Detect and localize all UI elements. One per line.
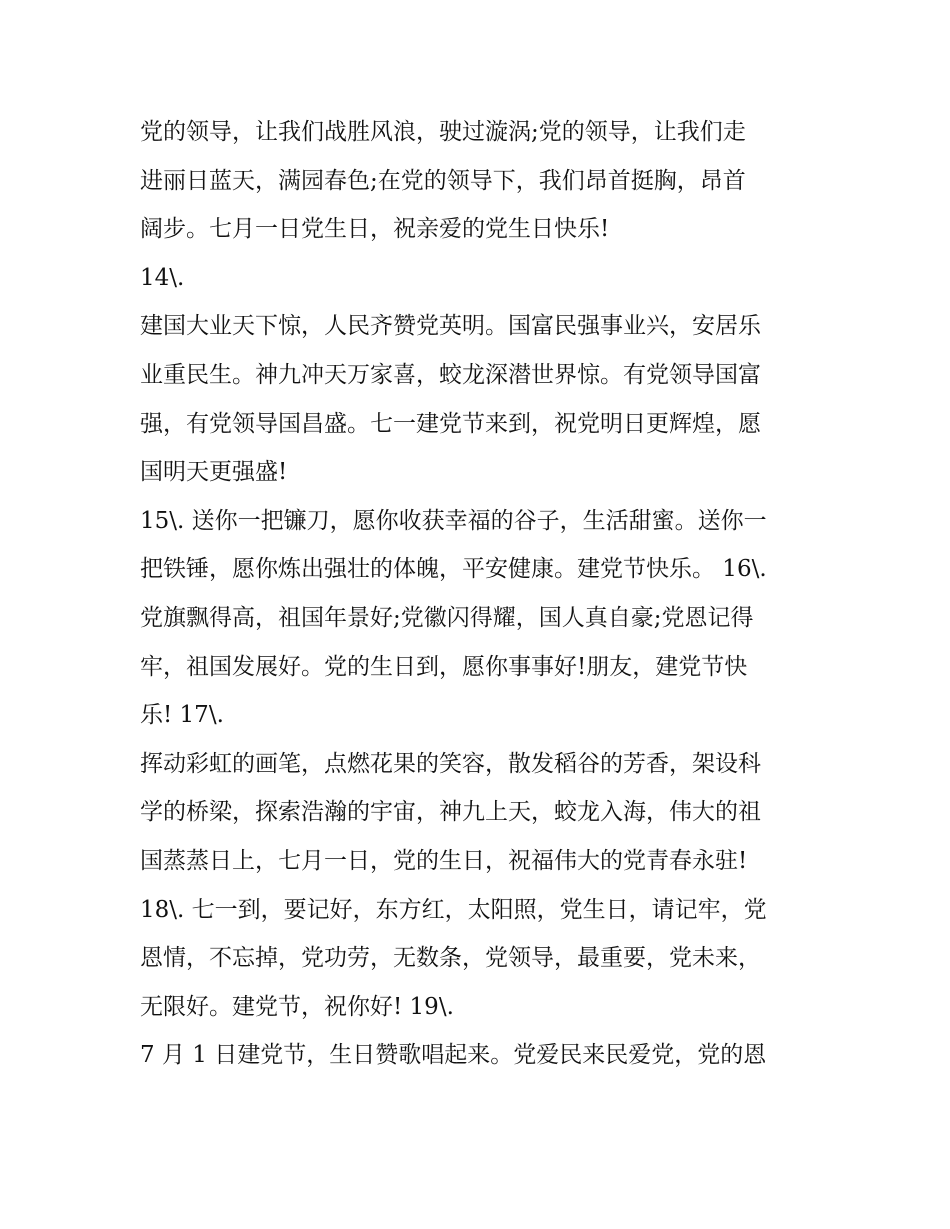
text-line: 国蒸蒸日上，七月一日，党的生日，祝福伟大的党青春永驻! bbox=[140, 847, 748, 874]
text-line: 牢，祖国发展好。党的生日到，愿你事事好!朋友，建党节快 bbox=[140, 653, 748, 680]
text-line: 把铁锤，愿你炼出强壮的体魄，平安健康。建党节快乐。 16\. bbox=[140, 556, 767, 583]
text-line: 挥动彩虹的画笔，点燃花果的笑容，散发稻谷的芳香，架设科 bbox=[140, 750, 761, 777]
document-body bbox=[140, 108, 820, 1080]
text-line: 强，有党领导国昌盛。七一建党节来到，祝党明日更辉煌，愿 bbox=[140, 410, 761, 437]
text-line: 建国大业天下惊，人民齐赞党英明。国富民强事业兴，安居乐 bbox=[140, 313, 761, 340]
text-line: 业重民生。神九冲天万家喜，蛟龙深潜世界惊。有党领导国富 bbox=[140, 361, 761, 388]
text-line: 15\. 送你一把镰刀，愿你收获幸福的谷子，生活甜蜜。送你一 bbox=[140, 507, 767, 534]
text-line: 进丽日蓝天，满园春色;在党的领导下，我们昂首挺胸，昂首 bbox=[140, 167, 746, 194]
text-line: 无限好。建党节，祝你好! 19\. bbox=[140, 993, 454, 1020]
text-line: 党旗飘得高，祖国年景好;党徽闪得耀，国人真自豪;党恩记得 bbox=[140, 604, 754, 631]
text-line: 乐! 17\. bbox=[140, 702, 224, 729]
text-line: 阔步。七月一日党生日，祝亲爱的党生日快乐! bbox=[140, 216, 610, 243]
text-line: 国明天更强盛! bbox=[140, 459, 288, 486]
text-line: 14\. bbox=[140, 264, 185, 291]
text-line: 学的桥梁，探索浩瀚的宇宙，神九上天，蛟龙入海，伟大的祖 bbox=[140, 799, 761, 826]
text-line: 18\. 七一到，要记好，东方红，太阳照，党生日，请记牢，党 bbox=[140, 896, 767, 923]
text-line: 7 月 1 日建党节，生日赞歌唱起来。党爱民来民爱党，党的恩 bbox=[140, 1042, 767, 1069]
text-line: 党的领导，让我们战胜风浪，驶过漩涡;党的领导，让我们走 bbox=[140, 119, 746, 145]
text-line: 恩情，不忘掉，党功劳，无数条，党领导，最重要，党未来， bbox=[140, 945, 761, 972]
